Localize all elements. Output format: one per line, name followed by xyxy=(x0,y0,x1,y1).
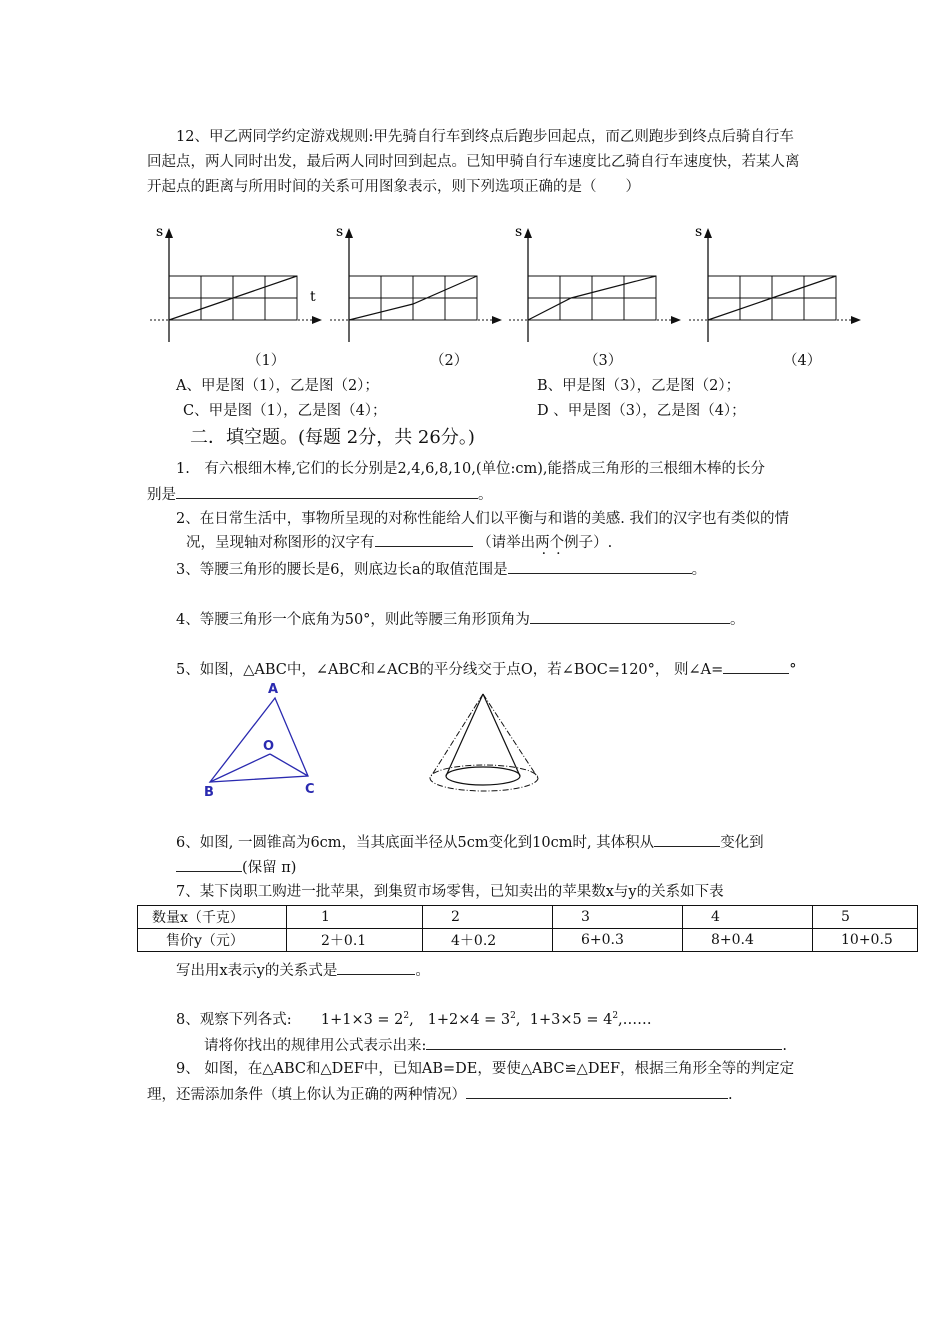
graph-1-ylabel: s xyxy=(156,224,164,240)
option-b: B、甲是图（3），乙是图（2）； xyxy=(537,378,741,394)
table-cell: 售价y（元） xyxy=(138,929,287,952)
table-cell: 2 xyxy=(423,906,553,929)
q5-text: 5、如图，△ABC中，∠ABC和∠ACB的平分线交于点O，若∠BOC=120°， 则∠A= xyxy=(176,662,724,678)
table-cell: 10+0.5 xyxy=(813,929,918,952)
vertex-c-label: C xyxy=(305,782,315,797)
table-cell: 6+0.3 xyxy=(553,929,683,952)
option-d: D 、甲是图（3），乙是图（4）； xyxy=(537,403,746,419)
vertex-a-label: A xyxy=(268,682,279,697)
q12-line2: 回起点，两人同时出发，最后两人同时回到起点。已知甲骑自行车速度比乙骑自行车速度快，若某人离 xyxy=(147,154,800,170)
q5-answer-blank[interactable] xyxy=(723,659,789,674)
q8-expr-2: 1+2×4 = 3 xyxy=(427,1012,511,1028)
graph-2-svg xyxy=(330,222,500,352)
q3-line xyxy=(176,559,706,580)
graph-3-caption: （3） xyxy=(584,353,623,369)
graph-2-caption: （2） xyxy=(430,353,469,369)
q2-emphasis-2: 个 xyxy=(549,535,565,551)
q7-ask xyxy=(176,960,430,981)
q7-ask-text: 写出用x表示y的关系式是 xyxy=(176,963,338,979)
graph-4-ylabel: s xyxy=(695,224,703,240)
graph-4-svg xyxy=(689,222,859,352)
q2-emphasis-1: 两 xyxy=(535,535,550,551)
q9-line1: 9、 如图，在△ABC和△DEF中，已知AB=DE，要使△ABC≌△DEF，根据三角形全等的判定定 xyxy=(176,1061,795,1077)
q2-prefix: 况，呈现轴对称图形的汉字有 xyxy=(186,535,375,551)
table-cell: 2＋0.1 xyxy=(287,929,423,952)
q6-mid-text: 变化到 xyxy=(720,835,764,851)
q8-expr-2-exp: 2 xyxy=(510,1011,516,1022)
q1-answer-blank[interactable] xyxy=(176,484,478,499)
q6-text: 6、如图, 一圆锥高为6cm，当其底面半径从5cm变化到10cm时, 其体积从 xyxy=(176,835,655,851)
vertex-b-label: B xyxy=(204,785,214,800)
section-2-title: 二．填空题。(每题 2分，共 26分。) xyxy=(190,427,475,448)
triangle-figure xyxy=(200,680,340,800)
table-cell: 4＋0.2 xyxy=(423,929,553,952)
q6-note: (保留 π) xyxy=(242,860,297,876)
table-cell: 数量x（千克） xyxy=(138,906,287,929)
q8-head: 8、观察下列各式: xyxy=(176,1012,292,1028)
q8-expr-1-exp: 2 xyxy=(403,1011,410,1022)
q3-text: 3、等腰三角形的腰长是6，则底边长a的取值范围是 xyxy=(176,562,508,578)
graph-1-xlabel: t xyxy=(310,289,316,305)
q1-line1: 1. 有六根细木棒,它们的长分别是2,4,6,8,10,(单位:cm),能搭成三角形的三根细木棒的长分 xyxy=(176,461,766,477)
q8-prompt: 请将你找出的规律用公式表示出来: xyxy=(204,1038,427,1054)
q9-line2 xyxy=(147,1084,733,1105)
option-c: C、甲是图（1），乙是图（4）； xyxy=(183,403,387,419)
q2-line1: 2、在日常生活中，事物所呈现的对称性能给人们以平衡与和谐的美感. 我们的汉字也有类似的情 xyxy=(176,511,789,527)
q2-hint-start: （请举出 xyxy=(472,535,536,551)
q4-line xyxy=(176,609,744,630)
q1-line2 xyxy=(147,484,493,505)
graph-3-svg xyxy=(509,222,679,352)
q9-suffix: . xyxy=(728,1087,733,1103)
table-row xyxy=(138,929,918,952)
graph-1-svg xyxy=(150,222,320,352)
q8-ellipsis: ,…… xyxy=(618,1012,652,1028)
q6-answer-blank-1[interactable] xyxy=(654,832,720,847)
q1-prefix: 别是 xyxy=(147,487,176,503)
q2-answer-blank[interactable] xyxy=(375,532,473,547)
graph-4-caption: （4） xyxy=(783,353,822,369)
q8-expr-3-exp: 2 xyxy=(612,1011,619,1022)
q3-suffix: 。 xyxy=(691,562,707,578)
q4-text: 4、等腰三角形一个底角为50°，则此等腰三角形顶角为 xyxy=(176,612,530,628)
q1-suffix: 。 xyxy=(478,487,493,503)
graph-2-ylabel: s xyxy=(336,224,344,240)
table-cell: 3 xyxy=(553,906,683,929)
q3-answer-blank[interactable] xyxy=(508,559,692,574)
q12-line1: 12、甲乙两同学约定游戏规则:甲先骑自行车到终点后跑步回起点，而乙则跑步到终点后骑自行车 xyxy=(176,129,794,145)
table-cell: 1 xyxy=(287,906,423,929)
table-cell: 8+0.4 xyxy=(683,929,813,952)
q5-line xyxy=(176,659,797,680)
q8-line1: 8、观察下列各式: $1+1\times 3 = 2^2$, $1+2\times 4 = 3^2$, $1+3\times 5 = 4^2,\dots\dots$ xyxy=(176,1011,652,1028)
point-o-label: O xyxy=(263,739,275,754)
q7-intro: 7、某下岗职工购进一批苹果，到集贸市场零售，已知卖出的苹果数x与y的关系如下表 xyxy=(176,884,724,900)
option-a: A、甲是图（1），乙是图（2）； xyxy=(176,378,379,394)
table-cell: 5 xyxy=(813,906,918,929)
apple-price-table xyxy=(137,905,918,952)
q12-line3: 开起点的距离与所用时间的关系可用图象表示，则下列选项正确的是（ ） xyxy=(147,179,640,195)
q8-expr-3: 1+3×5 = 4 xyxy=(529,1012,613,1028)
q9-text: 理，还需添加条件（填上你认为正确的两种情况） xyxy=(147,1087,466,1103)
q6-answer-blank-2[interactable] xyxy=(176,857,242,872)
cone-figure xyxy=(426,688,546,803)
q4-answer-blank[interactable] xyxy=(530,609,730,624)
graph-1-caption: （1） xyxy=(247,353,286,369)
q8-suffix: . xyxy=(782,1038,787,1054)
q7-answer-blank[interactable] xyxy=(337,960,415,975)
table-cell: 4 xyxy=(683,906,813,929)
q7-suffix: 。 xyxy=(415,963,430,979)
q2-line2 xyxy=(186,532,612,553)
q8-line2 xyxy=(204,1035,787,1056)
q8-answer-blank[interactable] xyxy=(426,1035,782,1050)
table-row xyxy=(138,906,918,929)
graph-3-ylabel: s xyxy=(515,224,523,240)
q6-line2 xyxy=(176,857,296,878)
q6-line1 xyxy=(176,832,764,853)
q8-expr-1: 1+1×3 = 2 xyxy=(320,1012,404,1028)
q5-suffix: ° xyxy=(789,662,797,678)
q9-answer-blank[interactable] xyxy=(466,1084,728,1099)
q2-hint-end: 例子）. xyxy=(564,535,613,551)
q4-suffix: 。 xyxy=(729,612,745,628)
